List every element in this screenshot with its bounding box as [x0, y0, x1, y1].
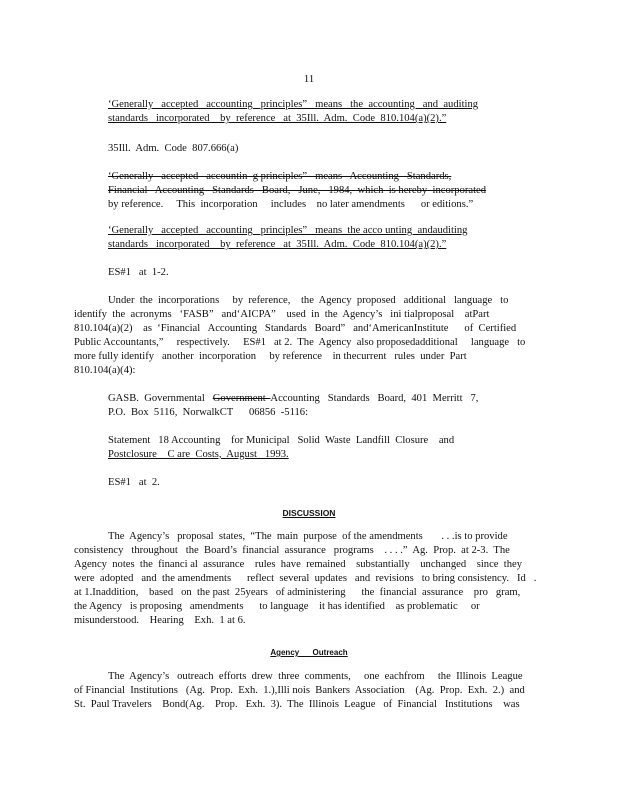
definition-line: standards incorporated by reference at 35Ill. Adm. Code 810.104(a)(2).”	[108, 113, 447, 124]
discussion-heading: DISCUSSION	[282, 508, 336, 518]
struck-line: Financial Accounting Standards Board, June, 1984, which is hereby incorporated	[108, 185, 487, 196]
paragraph-line: of Financial Institutions (Ag. Prop. Exh. 1.),Illi nois Bankers Association (Ag. Prop. Exh. 2.) and	[74, 685, 525, 696]
paragraph-line: the Agency is proposing amendments to language it has identified as problematic or	[74, 601, 480, 612]
paragraph-line: Agency notes the financi al assurance rules have remained substantially unchanged since they	[74, 559, 523, 570]
definition-line: ‘Generally accepted accounting principles” means the acco unting andauditing	[108, 225, 468, 236]
paragraph-line: 810.104(a)(4):	[74, 365, 136, 376]
paragraph-line: misunderstood. Hearing Exh. 1 at 6.	[74, 615, 246, 626]
paragraph-discussion	[74, 530, 544, 628]
gasb-line: P.O. Box 5116, NorwalkCT 06856 -5116:	[108, 407, 309, 418]
struck-word: Government	[212, 393, 271, 404]
page-number: 11	[303, 73, 315, 85]
gasb-text: Accounting Standards Board, 401 Merritt 7,	[270, 393, 479, 404]
definition-gaap-struck	[108, 170, 508, 212]
gasb-text: GASB. Governmental	[108, 393, 213, 404]
exhibit-reference: ES#1 at 2.	[108, 477, 160, 488]
gasb-line	[108, 392, 508, 406]
definition-gaap-new	[108, 98, 508, 126]
struck-line: ‘Generally accepted accountin g principles” means Accounting Standards,	[108, 171, 452, 182]
paragraph-line: Public Accountants,” respectively. ES#1 at 2. The Agency also proposedadditional language to	[74, 337, 526, 348]
paragraph-line: The Agency’s proposal states, “The main purpose of the amendments . . .is to provide	[108, 531, 508, 542]
paragraph-line: more fully identify another incorporation by reference in thecurrent rules under Part	[74, 351, 467, 362]
paragraph-line: St. Paul Travelers Bond(Ag. Prop. Exh. 3). The Illinois League of Financial Institutions was	[74, 699, 520, 710]
definition-line: ‘Generally accepted accounting principles” means the accounting and auditing	[108, 99, 479, 110]
gasb-address	[108, 392, 508, 420]
paragraph-line: at 1.Inaddition, based on the past 25years of administering the financial assurance pro gram,	[74, 587, 521, 598]
statement-line: Statement 18 Accounting for Municipal Solid Waste Landfill Closure and	[108, 435, 455, 446]
exhibit-reference: ES#1 at 1-2.	[108, 267, 169, 278]
paragraph-incorporations	[74, 294, 544, 378]
paragraph-line: 810.104(a)(2) as ‘Financial Accounting Standards Board” and‘AmericanInstitute of Certified	[74, 323, 517, 334]
paragraph-line: were adopted and the amendments reflect several updates and revisions to bring consistency. Id .	[74, 573, 537, 584]
outreach-heading: Agency Outreach	[270, 648, 348, 657]
paragraph-outreach	[74, 670, 544, 712]
statement-18	[108, 434, 508, 462]
definition-line: standards incorporated by reference at 35Ill. Adm. Code 810.104(a)(2).”	[108, 239, 447, 250]
paragraph-line: Under the incorporations by reference, the Agency proposed additional language to	[108, 295, 509, 306]
paragraph-line: identify the acronyms ‘FASB” and‘AICPA” used in the Agency’s ini tialproposal atPart	[74, 309, 490, 320]
citation: 35Ill. Adm. Code 807.666(a)	[108, 143, 239, 154]
statement-line: Postclosure C are Costs, August 1993.	[108, 449, 289, 460]
paragraph-line: The Agency’s outreach efforts drew three comments, one eachfrom the Illinois League	[108, 671, 523, 682]
definition-gaap-proposed	[108, 224, 508, 252]
paragraph-line: consistency throughout the Board’s financial assurance programs . . . .” Ag. Prop. at 2-3. The	[74, 545, 510, 556]
definition-line: by reference. This incorporation includes no later amendments or editions.”	[108, 199, 474, 210]
